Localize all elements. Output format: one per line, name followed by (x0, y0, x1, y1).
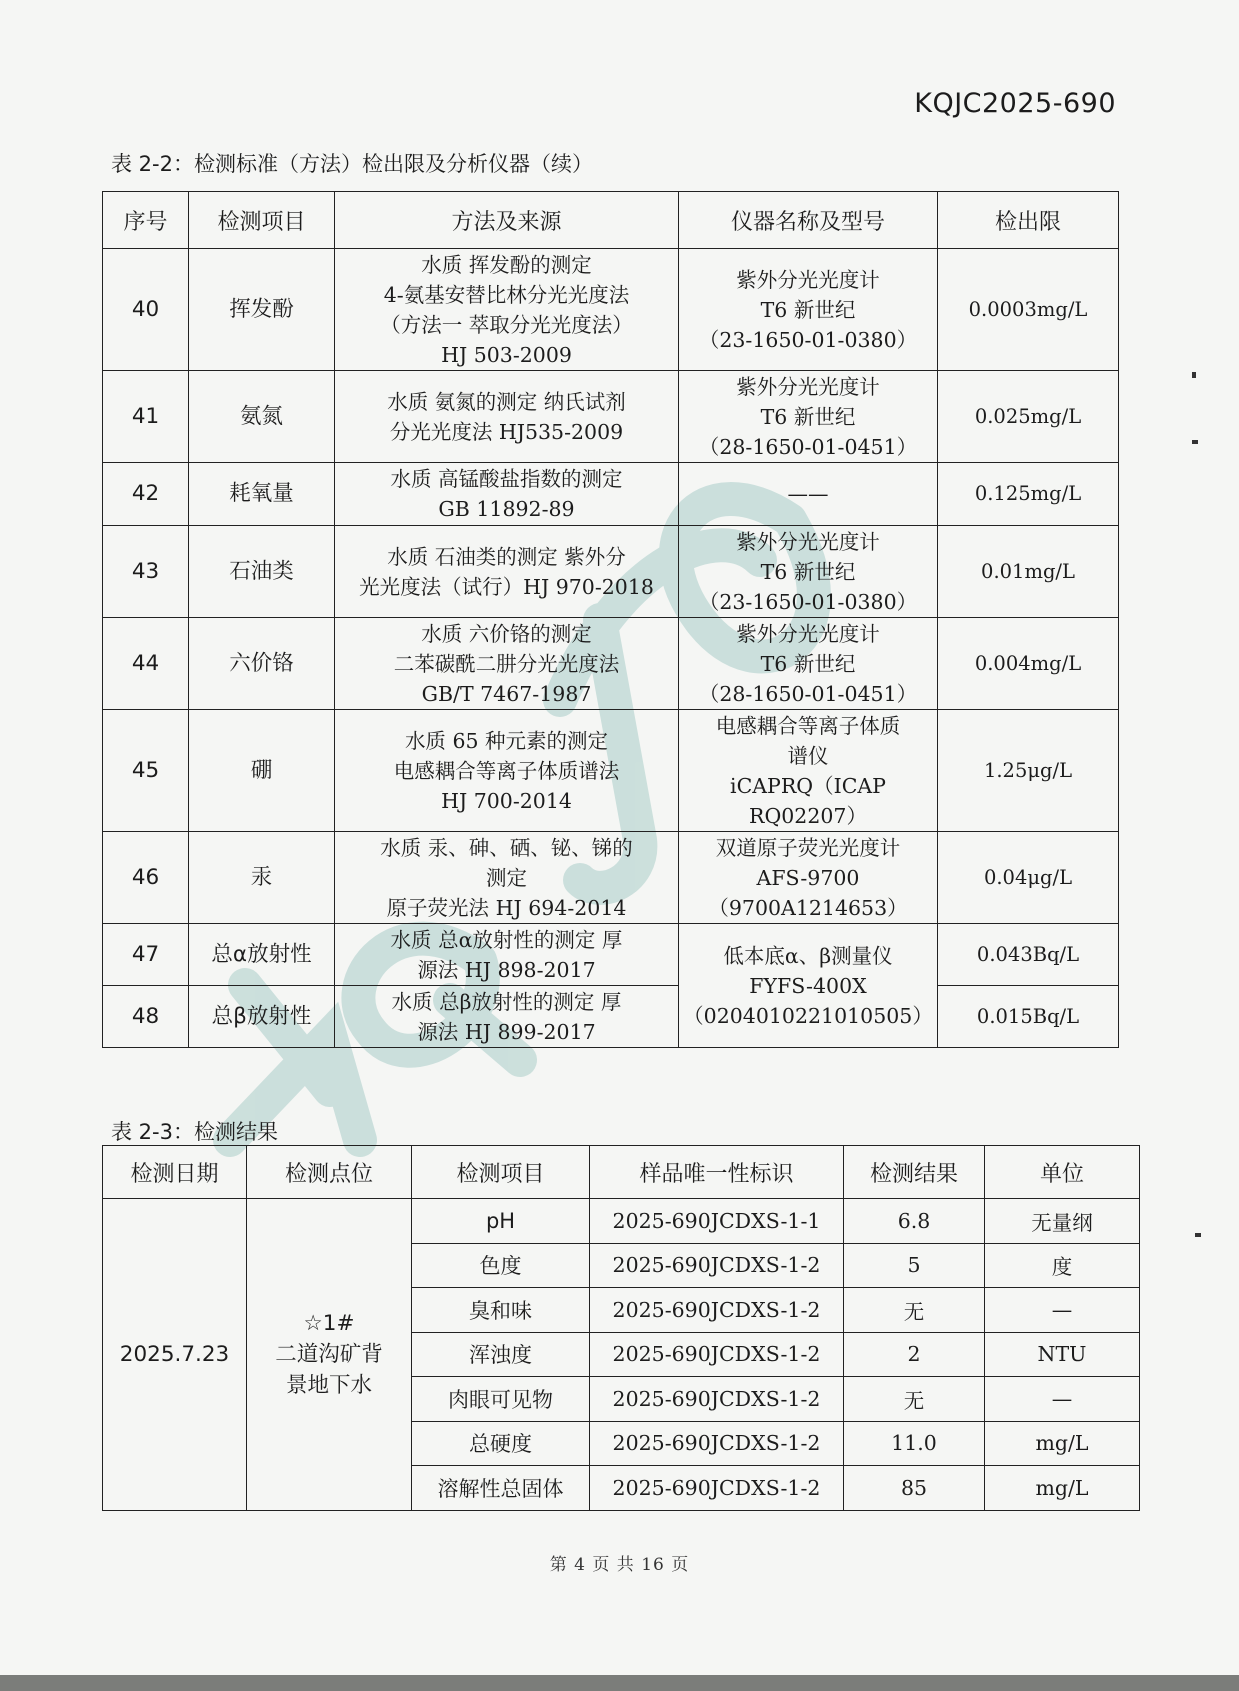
cell-line: 4-氨基安替比林分光光度法 (383, 282, 630, 307)
test-item: 石油类 (189, 526, 335, 618)
cell-line: T6 新世纪 (760, 559, 856, 584)
header-cell: 序号 (103, 192, 189, 249)
results-table (102, 1145, 1140, 1511)
cell-line: T6 新世纪 (760, 404, 856, 429)
cell-line: （9700A1214653） (708, 895, 908, 920)
header-cell: 方法及来源 (335, 192, 679, 249)
cell-line: （方法一 萃取分光光度法） (380, 312, 633, 337)
method-source (335, 463, 679, 526)
detection-limit: 0.025mg/L (938, 371, 1119, 463)
cell-line: 水质 石油类的测定 紫外分 (387, 544, 626, 569)
header-cell: 检测项目 (412, 1146, 590, 1199)
table-row (103, 463, 1119, 526)
row-number: 40 (103, 249, 189, 371)
row-number: 41 (103, 371, 189, 463)
cell-line: 水质 汞、砷、硒、铋、锑的 (380, 835, 633, 860)
cell-line: （23-1650-01-0380） (698, 327, 918, 352)
table-row (103, 1199, 1140, 1244)
sample-id: 2025-690JCDXS-1-2 (590, 1377, 844, 1422)
test-result: 11.0 (844, 1421, 985, 1466)
table-header-row (103, 1146, 1140, 1199)
table-row (103, 249, 1119, 371)
method-source (335, 618, 679, 710)
unit: — (985, 1288, 1140, 1333)
test-result: 85 (844, 1466, 985, 1511)
instrument-shared (679, 924, 938, 1048)
cell-line: 测定 (486, 865, 527, 890)
test-item: 氨氮 (189, 371, 335, 463)
test-item: 总硬度 (412, 1421, 590, 1466)
cell-line: 水质 六价铬的测定 (421, 621, 592, 646)
table-row (103, 371, 1119, 463)
cell-line: 紫外分光光度计 (736, 374, 880, 399)
unit: mg/L (985, 1421, 1140, 1466)
cell-line: 双道原子荧光光度计 (715, 835, 901, 860)
detection-limit: 0.04μg/L (938, 832, 1119, 924)
cell-line: 水质 挥发酚的测定 (421, 252, 592, 277)
cell-line: iCAPRQ（ICAP (730, 773, 886, 798)
test-result: 2 (844, 1332, 985, 1377)
header-cell: 检出限 (938, 192, 1119, 249)
unit: NTU (985, 1332, 1140, 1377)
instrument (679, 463, 938, 526)
detection-limit: 0.125mg/L (938, 463, 1119, 526)
test-item: pH (412, 1199, 590, 1244)
header-cell: 检测项目 (189, 192, 335, 249)
method-source (335, 710, 679, 832)
unit: — (985, 1377, 1140, 1422)
unit: mg/L (985, 1466, 1140, 1511)
instrument (679, 832, 938, 924)
cell-line: 电感耦合等离子体质谱法 (393, 758, 620, 783)
sample-id: 2025-690JCDXS-1-2 (590, 1421, 844, 1466)
method-source (335, 924, 679, 986)
unit: 度 (985, 1243, 1140, 1288)
location-line: 景地下水 (285, 1372, 372, 1398)
scan-edge (0, 1675, 1239, 1691)
header-cell: 检测结果 (844, 1146, 985, 1199)
sample-id: 2025-690JCDXS-1-2 (590, 1288, 844, 1333)
test-result: 无 (844, 1377, 985, 1422)
test-item: 溶解性总固体 (412, 1466, 590, 1511)
scan-speck (1192, 372, 1196, 378)
location-line: 二道沟矿背 (275, 1341, 383, 1367)
method-source (335, 249, 679, 371)
row-number: 42 (103, 463, 189, 526)
cell-line: HJ 503-2009 (441, 342, 572, 367)
test-result: 无 (844, 1288, 985, 1333)
cell-line: （28-1650-01-0451） (698, 681, 918, 706)
cell-line: FYFS-400X (749, 973, 867, 998)
table-row (103, 924, 1119, 986)
table-row (103, 710, 1119, 832)
test-item: 色度 (412, 1243, 590, 1288)
detection-limit: 0.015Bq/L (938, 986, 1119, 1048)
instrument (679, 526, 938, 618)
table-row (103, 832, 1119, 924)
cell-line: T6 新世纪 (760, 297, 856, 322)
cell-line: 紫外分光光度计 (736, 621, 880, 646)
cell-line: 二苯碳酰二肼分光光度法 (393, 651, 620, 676)
cell-line: 低本底α、β测量仪 (723, 943, 893, 968)
instrument (679, 371, 938, 463)
table-row (103, 986, 1119, 1048)
cell-line: 谱仪 (787, 743, 829, 768)
cell-line: 源法 HJ 899-2017 (417, 1019, 596, 1044)
cell-line: 紫外分光光度计 (736, 529, 880, 554)
cell-line: 紫外分光光度计 (736, 267, 880, 292)
row-number: 48 (103, 986, 189, 1048)
detection-limit: 0.01mg/L (938, 526, 1119, 618)
cell-line: 源法 HJ 898-2017 (417, 957, 596, 982)
test-item: 臭和味 (412, 1288, 590, 1333)
cell-line: 水质 高锰酸盐指数的测定 (390, 467, 623, 491)
header-cell: 检测点位 (247, 1146, 412, 1199)
test-item: 挥发酚 (189, 249, 335, 371)
method-source (335, 371, 679, 463)
cell-line: 分光光度法 HJ535-2009 (389, 419, 624, 444)
instrument (679, 710, 938, 832)
test-result: 6.8 (844, 1199, 985, 1244)
test-item: 肉眼可见物 (412, 1377, 590, 1422)
cell-line: 水质 总α放射性的测定 厚 (390, 927, 623, 952)
detection-limit: 0.0003mg/L (938, 249, 1119, 371)
cell-line: T6 新世纪 (760, 651, 856, 676)
cell-line: —— (787, 482, 829, 506)
instrument (679, 618, 938, 710)
cell-line: 水质 总β放射性的测定 厚 (391, 989, 622, 1014)
cell-line: （23-1650-01-0380） (698, 589, 918, 614)
page-footer: 第 4 页 共 16 页 (549, 1555, 690, 1575)
test-item: 耗氧量 (189, 463, 335, 526)
sampling-location (247, 1199, 412, 1511)
cell-line: （28-1650-01-0451） (698, 434, 918, 459)
cell-line: GB 11892-89 (438, 497, 575, 521)
sample-id: 2025-690JCDXS-1-2 (590, 1332, 844, 1377)
detection-limit: 0.004mg/L (938, 618, 1119, 710)
test-item: 六价铬 (189, 618, 335, 710)
header-cell: 仪器名称及型号 (679, 192, 938, 249)
scan-speck (1192, 440, 1198, 444)
table-row (103, 526, 1119, 618)
sample-id: 2025-690JCDXS-1-1 (590, 1199, 844, 1244)
method-source (335, 526, 679, 618)
sample-id: 2025-690JCDXS-1-2 (590, 1243, 844, 1288)
row-number: 45 (103, 710, 189, 832)
row-number: 44 (103, 618, 189, 710)
cell-line: （0204010221010505） (683, 1003, 933, 1028)
test-item: 浑浊度 (412, 1332, 590, 1377)
header-cell: 单位 (985, 1146, 1140, 1199)
method-source (335, 986, 679, 1048)
standards-table (102, 191, 1119, 1048)
cell-line: RQ02207） (749, 803, 867, 828)
table-caption: 表 2-3：检测结果 (111, 1120, 278, 1144)
test-item: 硼 (189, 710, 335, 832)
detection-limit: 1.25μg/L (938, 710, 1119, 832)
scan-speck (1195, 1233, 1201, 1237)
cell-line: 原子荧光法 HJ 694-2014 (386, 895, 627, 920)
header-cell: 样品唯一性标识 (590, 1146, 844, 1199)
test-item: 汞 (189, 832, 335, 924)
cell-line: GB/T 7467-1987 (421, 681, 592, 706)
table-row (103, 618, 1119, 710)
cell-line: AFS-9700 (756, 865, 860, 890)
table-header-row (103, 192, 1119, 249)
cell-line: 水质 氨氮的测定 纳氏试剂 (387, 389, 626, 414)
row-number: 47 (103, 924, 189, 986)
test-item: 总α放射性 (189, 924, 335, 986)
test-result: 5 (844, 1243, 985, 1288)
document-id: KQJC2025-690 (914, 88, 1116, 119)
cell-line: 水质 65 种元素的测定 (404, 728, 609, 753)
test-item: 总β放射性 (189, 986, 335, 1048)
table-caption: 表 2-2：检测标准（方法）检出限及分析仪器（续） (111, 152, 593, 176)
test-date: 2025.7.23 (103, 1199, 247, 1511)
unit: 无量纲 (985, 1199, 1140, 1244)
detection-limit: 0.043Bq/L (938, 924, 1119, 986)
location-symbol: ☆1# (303, 1310, 355, 1336)
instrument (679, 249, 938, 371)
cell-line: HJ 700-2014 (441, 788, 572, 813)
header-cell: 检测日期 (103, 1146, 247, 1199)
row-number: 46 (103, 832, 189, 924)
cell-line: 光光度法（试行）HJ 970-2018 (359, 574, 654, 599)
cell-line: 电感耦合等离子体质 (715, 713, 901, 738)
method-source (335, 832, 679, 924)
row-number: 43 (103, 526, 189, 618)
sample-id: 2025-690JCDXS-1-2 (590, 1466, 844, 1511)
